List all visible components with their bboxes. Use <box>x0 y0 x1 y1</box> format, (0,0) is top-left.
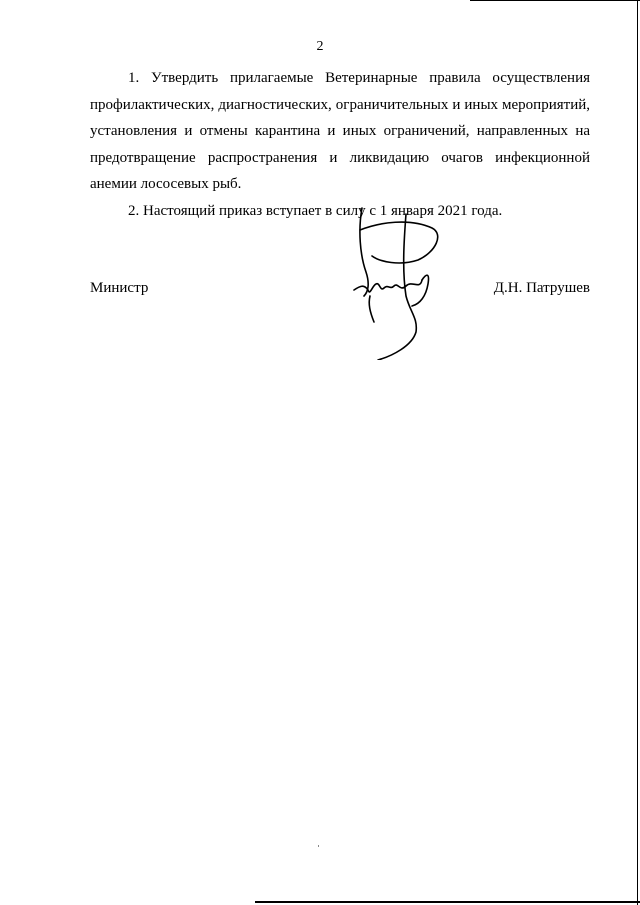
paragraph-approve-rules <box>90 65 590 198</box>
scan-speck <box>318 845 319 847</box>
paragraph-effective-date-text: 2. Настоящий приказ вступает в силу с 1 января 2021 года. <box>128 203 503 219</box>
signatory-title: Министр <box>90 280 149 296</box>
page-number: 2 <box>316 39 324 54</box>
handwritten-signature-icon <box>340 200 450 360</box>
scan-edge-bottom <box>255 901 640 903</box>
scan-edge-right <box>637 0 638 905</box>
signatory-name: Д.Н. Патрушев <box>493 280 590 296</box>
scan-edge-top <box>470 0 640 1</box>
paragraph-approve-rules-text: 1. Утвердить прилагаемые Ветеринарные правила осуществления профилактических, диагностических, ограничительных и иных мероприятий, установления и отмены карантина и иных ограничений, направленных на предотвращение распространения и ликвидацию очагов инфекционной анемии лососевых рыб. <box>90 70 590 192</box>
